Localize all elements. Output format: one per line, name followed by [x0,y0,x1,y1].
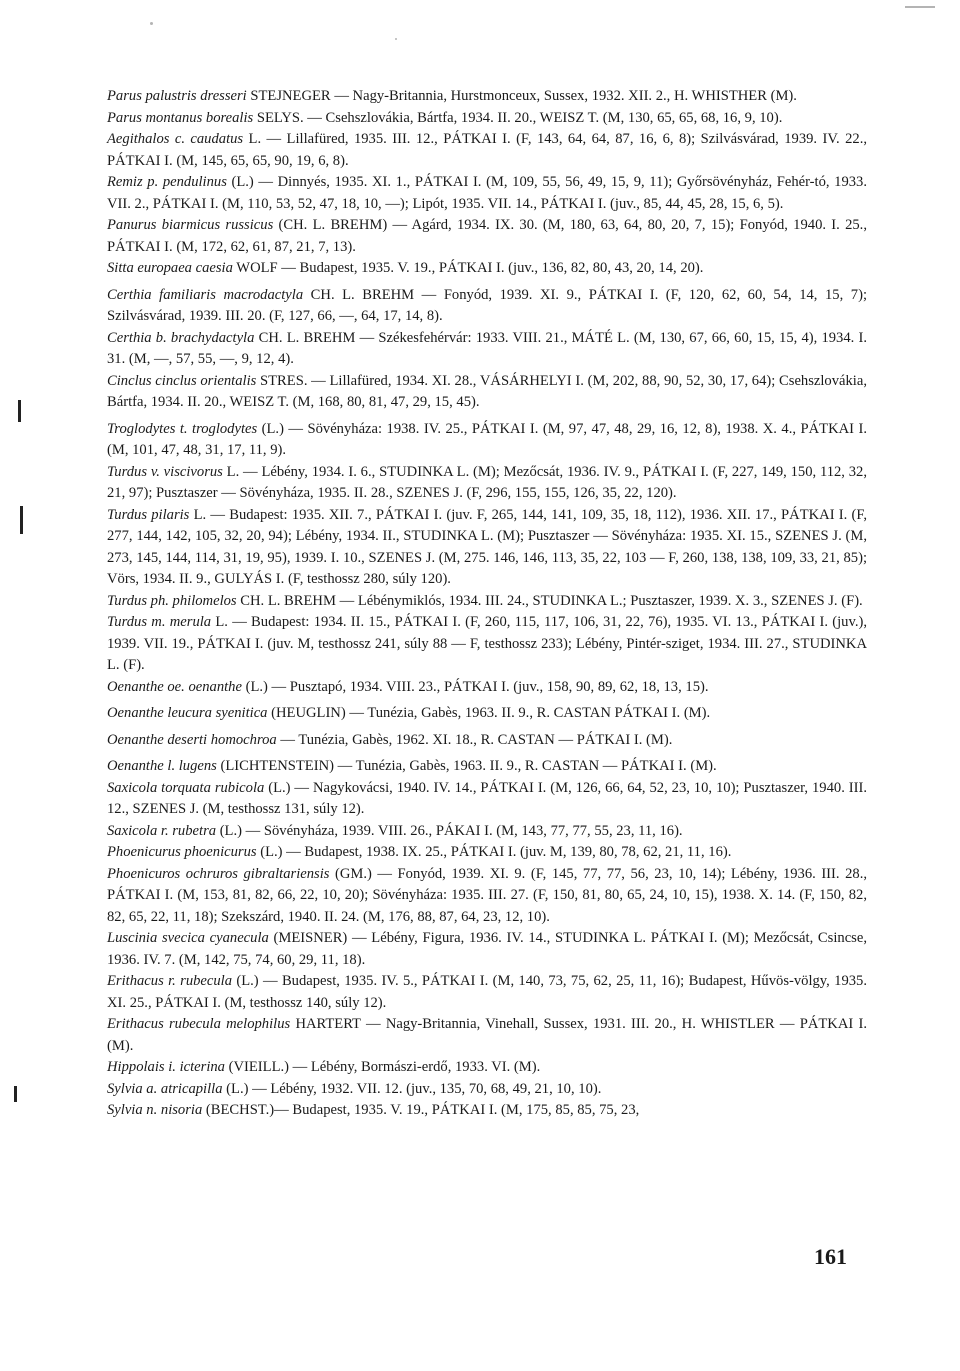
entry-record: HARTERT — Nagy-Britannia, Vinehall, Sussex, 1931. III. 20., H. WHISTLER — PÁTKAI I. (M). [107,1016,867,1054]
species-name: Remiz p. pendulinus [107,174,227,190]
document-page [107,86,867,1122]
species-entry [107,108,867,130]
species-entry [107,677,867,699]
species-entry [107,730,867,752]
species-entry [107,864,867,929]
species-entry [107,842,867,864]
species-name: Aegithalos c. caudatus [107,131,244,147]
species-name: Panurus biarmicus russicus [107,217,274,233]
entry-record: CH. L. BREHM — Fonyód, 1939. XI. 9., PÁTKAI I. (F, 120, 62, 60, 54, 14, 15, 7); Szilvásvárad, 1939. III. 20. (F, 127, 66, —, 64, 17, 14, 8). [107,286,867,324]
species-name: Hippolais i. icterina [107,1059,225,1075]
entry-record: (L.) — Nagykovácsi, 1940. IV. 14., PÁTKAI I. (M, 126, 66, 64, 52, 23, 10, 10); Pusztaszer, 1940. III. 12., SZENES J. (M, testhossz 131, súly 12). [107,779,867,817]
species-name: Troglodytes t. troglodytes [107,420,258,437]
entry-record: (L.) — Dinnyés, 1935. XI. 1., PÁTKAI I. (M, 109, 55, 56, 49, 15, 9, 11); Győrsövényház, Fehér-tó, 1933. VII. 2., PÁTKAI I. (M, 110, 53, 52, 47, 18, 10, —); Lipót, 1935. VII. 14., PÁTKAI I. (juv., 85, 44, 45, 28, 15, 6, 5). [107,174,867,212]
species-entry [107,703,867,725]
entry-record: SELYS. — Csehszlovákia, Bártfa, 1934. II. 20., WEISZ T. (M, 130, 65, 65, 68, 16, 9, 10). [253,109,783,126]
species-name: Parus montanus borealis [107,109,254,126]
entry-record: (HEUGLIN) — Tunézia, Gabès, 1963. II. 9., R. CASTAN PÁTKAI I. (M). [267,705,711,721]
margin-mark [20,506,23,534]
entry-record: L. — Lébény, 1934. I. 6., STUDINKA L. (M); Mezőcsát, 1936. IV. 9., PÁTKAI I. (F, 227, 149, 150, 112, 32, 21, 97); Pusztaszer — Sövényháza, 1935. II. 28., SZENES J. (F, 296, 155, 155, 126, 35, 22, 120). [107,463,867,501]
species-entry [107,419,867,462]
entry-record: (MEISNER) — Lébény, Figura, 1936. IV. 14., STUDINKA L. PÁTKAI I. (M); Mezőcsát, Csincse, 1936. IV. 7. (M, 142, 75, 74, 60, 29, 11, 18). [107,930,867,968]
entry-record: (L.) — Budapest, 1938. IX. 25., PÁTKAI I. (juv. M, 139, 80, 78, 62, 21, 11, 16). [256,844,732,860]
scan-speck [395,38,397,40]
entry-record: (L.) — Lébény, 1932. VII. 12. (juv., 135, 70, 68, 49, 21, 10, 10). [222,1080,602,1097]
species-entry [107,215,867,258]
species-entry [107,612,867,677]
species-entry [107,285,867,328]
species-entry [107,86,867,108]
species-name: Erithacus r. rubecula [107,973,233,989]
entry-record: STRES. — Lillafüred, 1934. XI. 28., VÁSÁRHELYI I. (M, 202, 88, 90, 52, 30, 17, 64); Csehszlovákia, Bártfa, 1934. II. 20., WEISZ T. (M, 168, 80, 81, 47, 29, 15, 45). [107,372,867,410]
species-name: Turdus m. merula [107,614,212,630]
species-name: Turdus v. viscivorus [107,463,223,480]
species-name: Sitta europaea caesia [107,260,233,276]
species-name: Turdus pilaris [107,506,190,523]
scan-speck [150,22,153,25]
entry-record: (VIEILL.) — Lébény, Bormászi-erdő, 1933. VI. (M). [224,1059,541,1075]
species-entry [107,371,867,414]
species-entry [107,778,867,821]
entry-record: (L.) — Sövényháza: 1938. IV. 25., PÁTKAI I. (M, 97, 47, 48, 29, 16, 12, 8), 1938. X. 4., PÁTKAI I. (M, 101, 47, 48, 31, 17, 11, 9). [107,420,867,458]
species-entry [107,328,867,371]
entry-record: (GM.) — Fonyód, 1939. XI. 9. (F, 145, 77, 77, 56, 23, 10, 14); Lébény, 1936. III. 28., PÁTKAI I. (M, 153, 81, 82, 66, 22, 10, 20); Sövényháza: 1935. III. 27. (F, 150, 81, 80, 65, 24, 10, 15), 1938. X. 14. (F, 150, 82, 82, 65, 22, 11, 18); Szekszárd, 1940. II. 24. (M, 176, 88, 87, 64, 23, 12, 10). [107,865,867,925]
species-entry [107,462,867,505]
species-name: Parus palustris dresseri [107,88,247,104]
species-name: Cinclus cinclus orientalis [107,372,257,389]
species-entry [107,928,867,971]
entry-record: L. — Budapest: 1934. II. 15., PÁTKAI I. (F, 260, 115, 117, 106, 31, 22, 76), 1935. VI. 13., PÁTKAI I. (juv.), 1939. VII. 19., PÁTKAI I. (juv. M, testhossz 241, súly 88 — F, testhossz 233); Lébény, Pintér-sziget, 1934. III. 27., STUDINKA L. (F). [107,614,867,673]
entry-record: L. — Budapest: 1935. XII. 7., PÁTKAI I. (juv. F, 265, 144, 141, 109, 35, 18, 112), 1936. XII. 17., PÁTKAI I. (F, 277, 144, 142, 105, 32, 20, 94); Lébény, 1934. II., STUDINKA L. (M); Pusztaszer — Sövényháza: 1935. XI. 15., SZENES J. (M, 273, 145, 144, 114, 31, 19, 95), 1939. I. 10., SZENES J. (M, 275. 146, 146, 113, 35, 22, 103 — F, 260, 138, 138, 109, 33, 21, 85); Vörs, 1934. II. 9., GULYÁS I. (F, testhossz 280, súly 120). [107,506,867,587]
species-name: Oenanthe leucura syenitica [107,705,268,721]
scan-speck [905,6,935,8]
species-entry [107,258,867,280]
species-name: Oenanthe oe. oenanthe [107,678,242,695]
species-entry [107,1014,867,1057]
species-entry [107,505,867,591]
margin-mark [14,1086,17,1102]
entry-record: CH. L. BREHM — Székesfehérvár: 1933. VIII. 21., MÁTÉ L. (M, 130, 67, 66, 60, 15, 15, 4), 1934. I. 31. (M, —, 57, 55, —, 9, 12, 4). [107,329,867,367]
entry-record: (L.) — Pusztapó, 1934. VIII. 23., PÁTKAI I. (juv., 158, 90, 89, 62, 18, 13, 15). [241,678,709,695]
entry-record: (L.) — Budapest, 1935. IV. 5., PÁTKAI I. (M, 140, 73, 75, 62, 25, 11, 16); Budapest, Hűvös-völgy, 1935. XI. 25., PÁTKAI I. (M, testhossz 140, súly 12). [107,973,867,1011]
page-number: 161 [814,1244,847,1269]
species-name: Oenanthe l. lugens [107,758,217,774]
species-entry [107,591,867,613]
entry-record: (CH. L. BREHM) — Agárd, 1934. IX. 30. (M, 180, 63, 64, 80, 20, 7, 15); Fonyód, 1940. I. 25., PÁTKAI I. (M, 172, 62, 61, 87, 21, 7, 13). [107,217,867,255]
species-entry [107,1079,867,1101]
species-name: Phoenicuros ochruros gibraltariensis [107,865,330,882]
species-entry [107,172,867,215]
species-name: Certhia familiaris macrodactyla [107,286,304,303]
margin-mark [18,400,21,422]
entry-record: STEJNEGER — Nagy-Britannia, Hurstmonceux, Sussex, 1932. XII. 2., H. WHISTHER (M). [246,88,797,104]
species-name: Certhia b. brachydactyla [107,329,255,346]
species-name: Turdus ph. philomelos [107,592,237,609]
species-name: Luscinia svecica cyanecula [107,930,269,946]
species-entry [107,756,867,778]
entry-record: (LICHTENSTEIN) — Tunézia, Gabès, 1963. II. 9., R. CASTAN — PÁTKAI I. (M). [216,758,717,774]
entry-record: (L.) — Sövényháza, 1939. VIII. 26., PÁKAI I. (M, 143, 77, 77, 55, 23, 11, 16). [216,822,683,839]
species-entry [107,1057,867,1079]
species-name: Oenanthe deserti homochroa [107,731,277,748]
entry-record: CH. L. BREHM — Lébénymiklós, 1934. III. 24., STUDINKA L.; Pusztaszer, 1939. X. 3., SZENES J. (F). [236,592,863,609]
species-name: Sylvia n. nisoria [107,1102,203,1118]
species-entry [107,821,867,843]
species-name: Saxicola torquata rubicola [107,779,265,796]
entry-record: (BECHST.)— Budapest, 1935. V. 19., PÁTKAI I. (M, 175, 85, 85, 75, 23, [202,1102,640,1118]
species-name: Phoenicurus phoenicurus [107,844,257,860]
species-entry [107,971,867,1014]
entry-record: L. — Lillafüred, 1935. III. 12., PÁTKAI I. (F, 143, 64, 64, 87, 16, 6, 8); Szilvásvárad, 1939. IV. 22., PÁTKAI I. (M, 145, 65, 65, 90, 19, 6, 8). [107,131,867,169]
species-entry [107,129,867,172]
species-name: Saxicola r. rubetra [107,822,217,839]
species-name: Erithacus rubecula melophilus [107,1016,291,1032]
entry-record: WOLF — Budapest, 1935. V. 19., PÁTKAI I. (juv., 136, 82, 80, 43, 20, 14, 20). [232,260,704,276]
species-entry [107,1100,867,1122]
entry-record: — Tunézia, Gabès, 1962. XI. 18., R. CASTAN — PÁTKAI I. (M). [276,731,673,748]
species-name: Sylvia a. atricapilla [107,1080,223,1097]
